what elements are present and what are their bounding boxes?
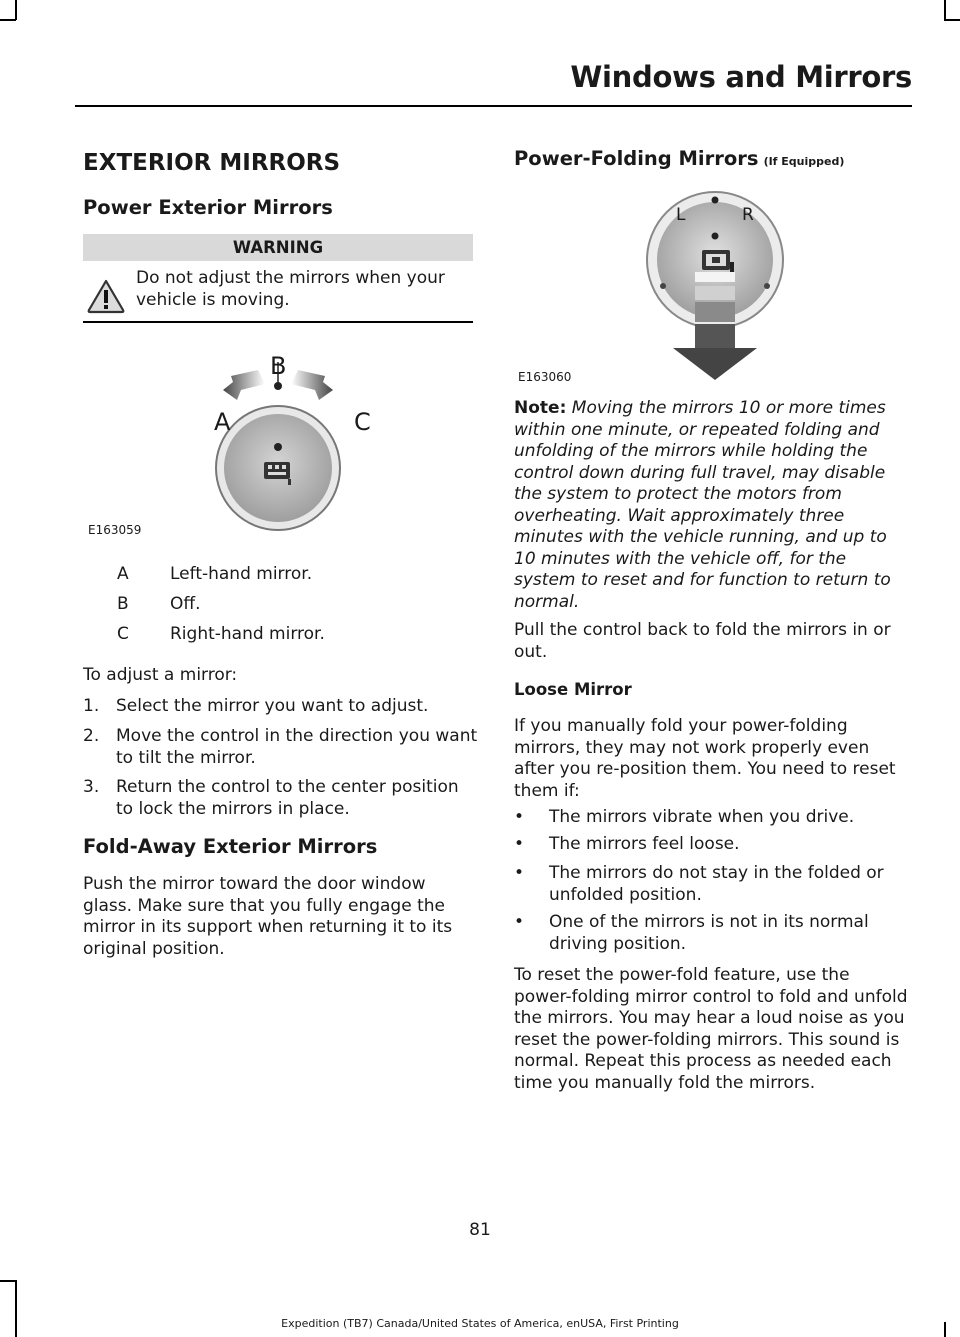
crop-mark [0,1280,16,1282]
list-text: Return the control to the center position to lock the mirrors in place. [116,777,459,819]
adjust-intro: To adjust a mirror: [83,665,238,685]
loose-mirror-text: If you manually fold your power-folding mirrors, they may not work properly even after you re-position them. You need to reset them if: [514,716,896,801]
figure-letter-a: A [214,408,231,436]
figure-id: E163059 [88,523,142,537]
subsection-title-power: Power Exterior Mirrors [83,196,333,219]
edition-line: Expedition (TB7) Canada/United States of America, enUSA, First Printing [281,1317,679,1330]
power-fold-knob-illustration [640,190,790,380]
section-title: EXTERIOR MIRRORS [83,150,341,176]
power-fold-figure [640,190,790,380]
list-item [514,912,909,955]
subsection-title-power-folding: Power-Folding Mirrors [514,147,759,170]
legend-key: A [117,564,129,584]
bullet: • [514,807,525,827]
if-equipped-tag: (If Equipped) [763,155,845,168]
list-text: One of the mirrors is not in its normal driving position. [549,912,869,954]
subsection-title-loose: Loose Mirror [514,680,632,699]
note-label: Note: [514,398,567,418]
bullet: • [514,834,525,854]
subsection-title-power-folding-wrap [514,147,844,170]
figure-letter-b: B [270,352,287,380]
crop-mark [15,0,17,20]
list-text: The mirrors feel loose. [549,834,740,854]
list-number: 2. [83,726,100,746]
note-text: Moving the mirrors 10 or more times within one minute, or repeated folding and unfolding of the mirrors while holding the control down during full travel, may disable the system to protect the motors from overheating. Wait approximately three minutes with the vehicle running, and up to 10 minutes with the vehicle off, for the system to reset and for function to return to normal. [514,398,891,612]
legend-text: Left-hand mirror. [170,564,313,584]
legend-row [117,624,325,644]
bullet: • [514,863,525,883]
list-item [83,777,478,820]
figure-letter-l: L [676,205,686,225]
reset-text: To reset the power-fold feature, use the power-folding mirror control to fold and unfold the mirrors. You may hear a loud noise as you reset the power-folding mirrors. This sound is normal. Repeat this process as needed each time you manually fold the mirrors. [514,965,908,1093]
page-header-title: Windows and Mirrors [570,60,912,94]
crop-mark [0,19,16,21]
header-rule [75,105,912,107]
list-item [83,726,478,769]
list-item [514,834,909,856]
legend-key: B [117,594,129,614]
list-text: Move the control in the direction you want to tilt the mirror. [116,726,478,768]
subsection-title-fold: Fold-Away Exterior Mirrors [83,835,378,858]
list-number: 1. [83,696,100,716]
list-item [514,863,909,906]
legend-row [117,594,201,614]
pull-text: Pull the control back to fold the mirrors in or out. [514,620,891,662]
fold-away-text: Push the mirror toward the door window glass. Make sure that you fully engage the mirror in its support when returning it to its original position. [83,874,453,959]
legend-row [117,564,312,584]
list-number: 3. [83,777,100,797]
list-text: The mirrors do not stay in the folded or unfolded position. [549,863,884,905]
warning-text: Do not adjust the mirrors when your vehicle is moving. [136,268,445,310]
figure-letter-r: R [742,205,754,225]
note-paragraph [514,398,909,613]
warning-banner: WARNING [83,234,473,261]
page-number: 81 [469,1220,491,1240]
list-text: The mirrors vibrate when you drive. [549,807,855,827]
legend-text: Off. [170,594,201,614]
list-item [514,807,909,829]
list-text: Select the mirror you want to adjust. [116,696,429,716]
warning-rule [83,321,473,323]
crop-mark [944,0,946,20]
legend-text: Right-hand mirror. [170,624,325,644]
figure-id: E163060 [518,370,572,384]
bullet: • [514,912,525,932]
legend-key: C [117,624,129,644]
crop-mark [944,19,960,21]
warning-icon [86,278,126,314]
figure-letter-c: C [354,408,371,436]
list-item [83,696,478,718]
